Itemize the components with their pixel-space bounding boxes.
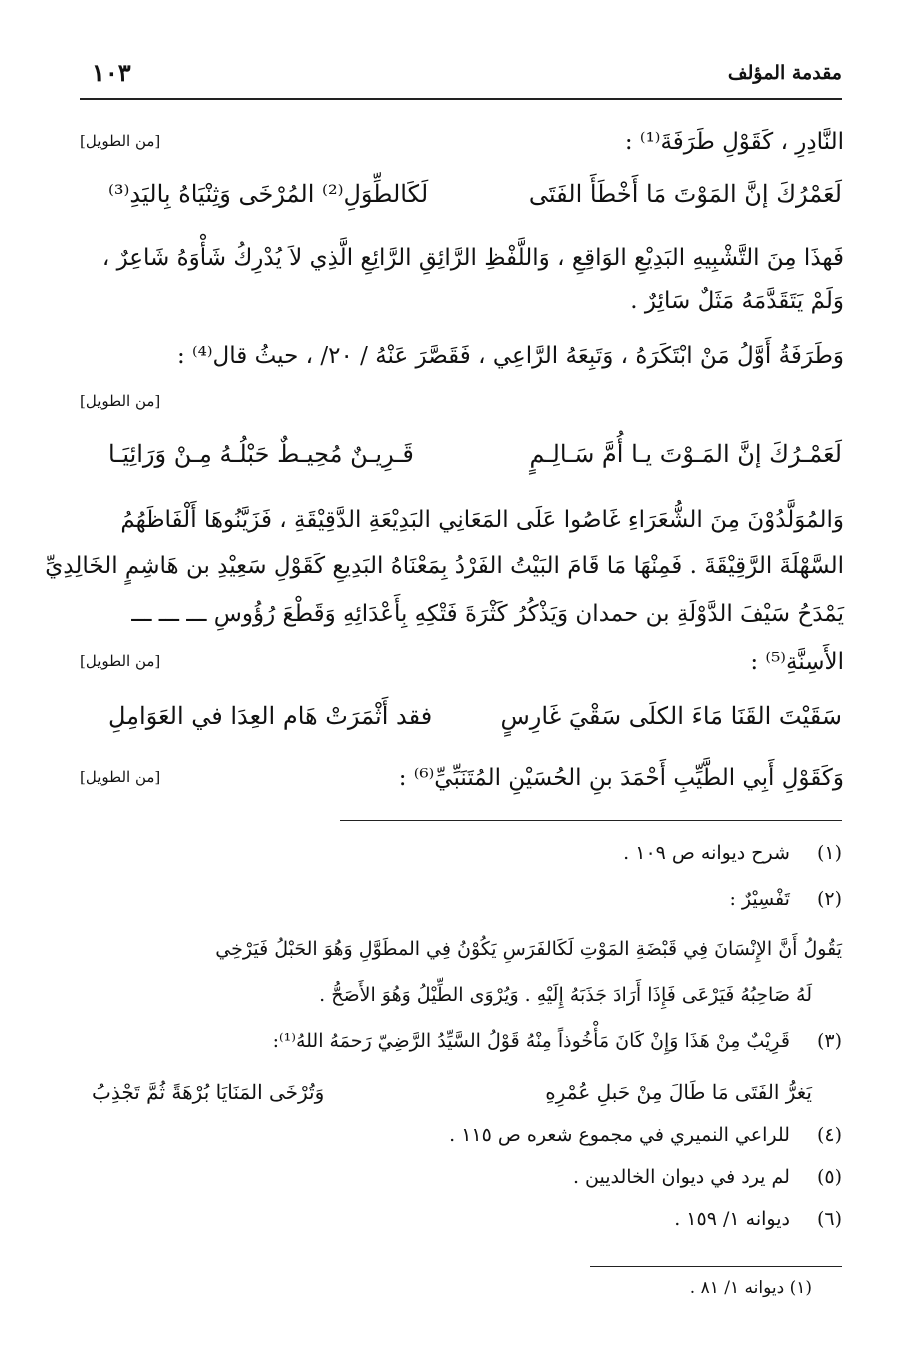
verse-second-hemistich: قَـرِيـنٌ مُحِيـطٌ حَبْلُـهُ مِـنْ وَرَائِيَـا (108, 440, 414, 468)
sub-footnote-rule (590, 1266, 842, 1267)
header-rule (80, 98, 842, 100)
footnote-text: تَفْسِيْرٌ : (729, 888, 790, 910)
paragraph-line: وَطَرَفَةُ أَوَّلُ مَنْ ابْتَكَرَهُ ، وَتَبِعَهُ الرَّاعِي ، فَقَصَّرَ عَنْهُ / ٢٠/ ، حيثُ قال⁽⁴⁾ : (176, 343, 844, 369)
verse-first-hemistich: لَعَمْرُكَ إنَّ المَوْتَ مَا أَخْطَأَ الفَتَى (528, 180, 842, 208)
footnote-rule (340, 820, 842, 821)
footnote-text: شرح ديوانه ص ١٠٩ . (623, 842, 790, 864)
paragraph-line: وَلَمْ يَتَقَدَّمَهُ مَثَلٌ سَائِرٌ . (630, 288, 844, 314)
footnote (674, 1208, 842, 1230)
intro-line: النَّادِرِ ، كَقَوْلِ طَرَفَةَ⁽¹⁾ : (624, 129, 844, 155)
verse-second-hemistich: وَتُرْخَى المَنَايَا بُرْهَةً ثُمَّ تَجْذِبُ (92, 1080, 325, 1104)
footnote-text: لَهُ صَاحِبُهُ فَيَرْعَى فَإِذَا أَرَادَ جَذَبَهُ إِلَيْهِ . وَيُرْوَى الطِّيْلُ وَهُوَ الأَصَحُّ . (319, 984, 812, 1006)
meter-label: [من الطويل] (80, 132, 161, 150)
paragraph-line: وَالمُوَلَّدُوْنَ مِنَ الشُّعَرَاءِ غَاصُوا عَلَى المَعَانِي البَدِيْعَةِ الدَّقِيْقَةِ ، فَزَيَّنُوهَا أَلْفَاظَهُمُ (120, 507, 844, 533)
footnote-number: (١) (816, 842, 842, 864)
footnote-text: يَقُولُ أَنَّ الإِنْسَانَ فِي قَبْضَةِ المَوْتِ لَكَالفَرَسِ يَكُوْنُ فِي المطَوَّلِ وَهُوَ الحَبْلُ فَيَرْخِي (215, 938, 842, 960)
paragraph-line: الأَسِنَّةِ⁽⁵⁾ : (750, 649, 844, 675)
paragraph-line: يَمْدَحُ سَيْفَ الدَّوْلَةِ بن حمدان وَيَذْكُرُ كَثْرَةَ فَتْكِهِ بِأَعْدَائِهِ وَقَطْعَ رُؤُوسِ ـــ ـــ ـــ (131, 601, 844, 627)
paragraph-line: وَكَقَوْلِ أَبِي الطَّيِّبِ أَحْمَدَ بنِ الحُسَيْنِ المُتَنَبِّيِّ⁽⁶⁾ : (398, 765, 844, 791)
sub-footnote: (١) ديوانه ١/ ٨١ . (689, 1278, 812, 1298)
verse-first-hemistich: لَعَمْـرُكَ إنَّ المَـوْتَ يـا أُمَّ سَـالِـمٍ (529, 440, 842, 468)
footnote-number: (٤) (816, 1124, 842, 1146)
footnote-text: لم يرد في ديوان الخالديين . (572, 1166, 790, 1188)
page-number: ١٠٣ (92, 58, 131, 87)
verse-second-hemistich: لَكَالطِّوَلِ⁽²⁾ المُرْخَى وَثِنْيَاهُ بِاليَدِ⁽³⁾ (108, 180, 429, 208)
footnote-text: قَرِيْبٌ مِنْ هَذَا وَإِنْ كَانَ مَأْخُوذاً مِنْهُ قَوْلُ السَّيِّدُ الرَّضِيّ رَحمَهُ اللهُ⁽¹⁾: (272, 1030, 790, 1052)
footnote-number: (٢) (816, 888, 842, 910)
text-line (80, 122, 844, 162)
footnote-text: ديوانه ١/ ١٥٩ . (674, 1208, 790, 1230)
footnote (273, 1030, 842, 1052)
paragraph-line: فَهذَا مِنَ التَّشْبِيهِ البَدِيْعِ الوَاقِعِ ، وَاللَّفْظِ الرَّائِقِ الرَّائِعِ الَّذِي لاَ يُدْرِكُ شَأْوَهُ شَاعِرٌ ، (101, 245, 844, 271)
verse-first-hemistich: يَغرُّ الفَتَى مَا طَالَ مِنْ حَبلِ عُمْرِهِ (545, 1080, 812, 1104)
footnote-text: للراعي النميري في مجموع شعره ص ١١٥ . (449, 1124, 790, 1146)
running-title: مقدمة المؤلف (727, 62, 842, 84)
verse-second-hemistich: فقد أَثْمَرَتْ هَام العِدَا في العَوَامِلِ (108, 702, 433, 730)
verse-first-hemistich: سَقَيْتَ القَنَا مَاءَ الكلَى سَقْيَ غَارِسٍ (500, 702, 842, 730)
footnote (449, 1124, 842, 1146)
footnote (729, 888, 842, 910)
paragraph-line: السَّهْلَةَ الرَّقِيْقَةَ . فَمِنْهَا مَا قَامَ البَيْتُ الفَرْدُ بِمَعْنَاهُ البَدِيعِ كَقَوْلِ سَعِيْدِ بن هَاشِمٍ الخَالِدِيِّ (45, 553, 844, 579)
footnote (573, 1166, 842, 1188)
meter-label: [من الطويل] (80, 392, 161, 410)
footnote (623, 842, 842, 864)
meter-label: [من الطويل] (80, 652, 161, 670)
footnote-number: (٣) (816, 1030, 842, 1052)
footnote-number: (٥) (816, 1166, 842, 1188)
meter-label: [من الطويل] (80, 768, 161, 786)
footnote-number: (٦) (816, 1208, 842, 1230)
